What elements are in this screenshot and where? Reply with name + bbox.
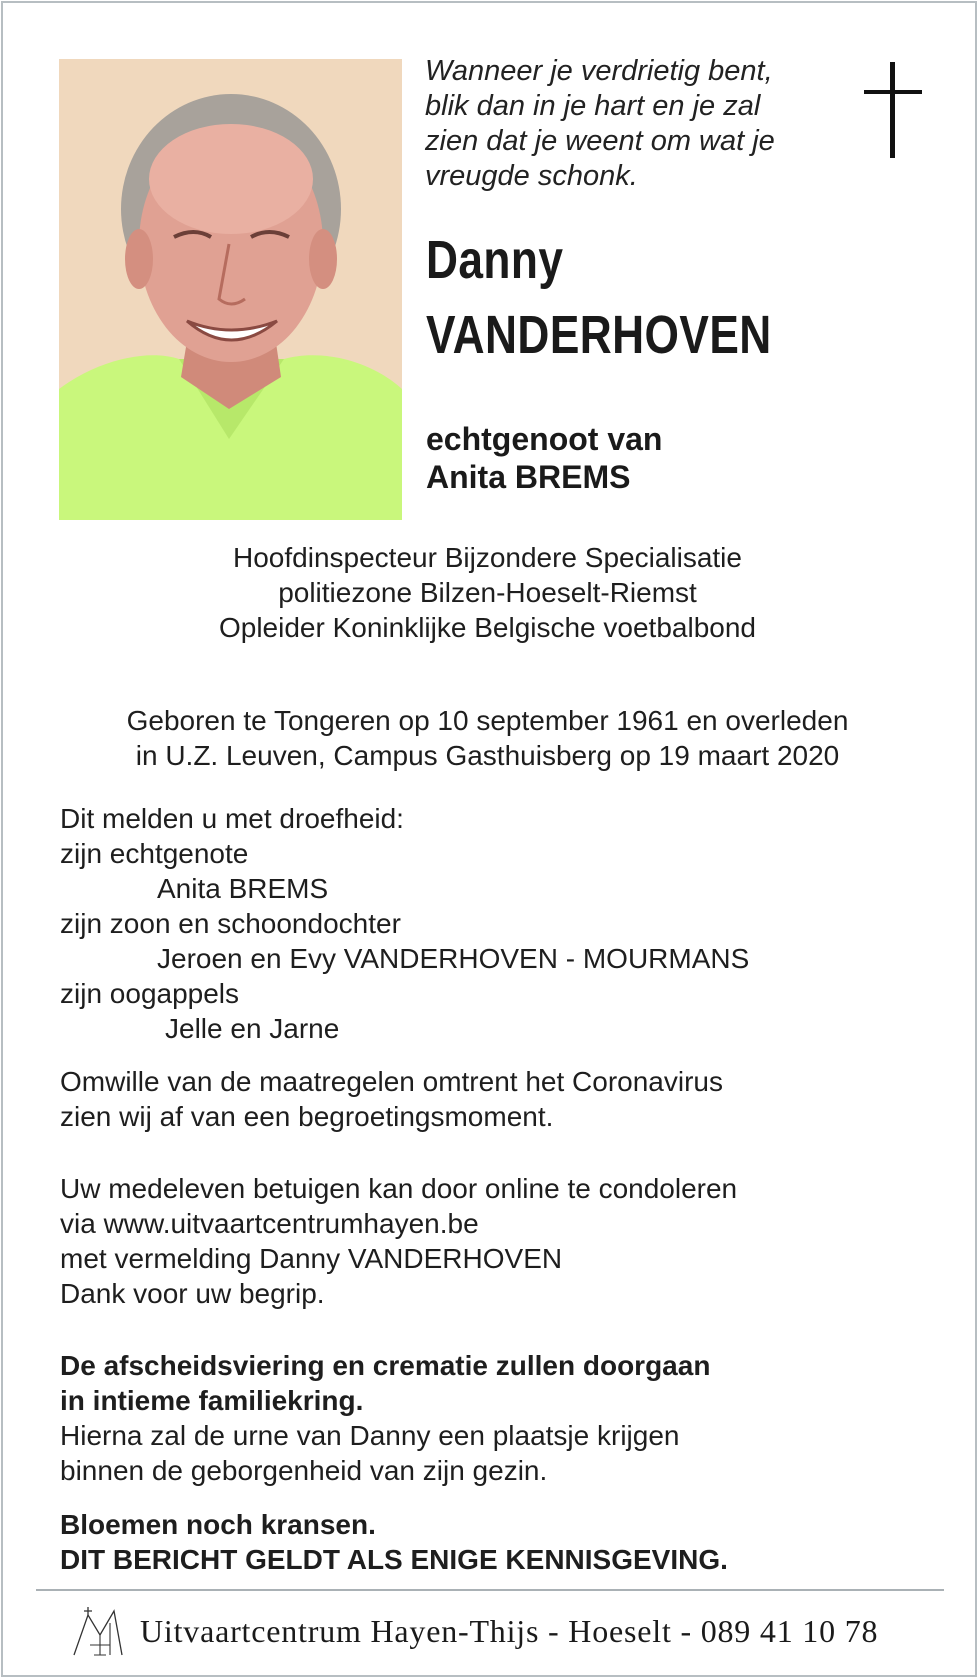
poem-line: blik dan in je hart en je zal [425, 90, 761, 122]
function-line: Opleider Koninklijke Belgische voetbalbond [218, 612, 756, 643]
birth-death-line: in U.Z. Leuven, Campus Gasthuisberg op 19 maart 2020 [135, 740, 840, 771]
ceremony-info [60, 1348, 930, 1488]
son-names: Jeroen en Evy VANDERHOVEN - MOURMANS [157, 943, 750, 974]
poem-line: Wanneer je verdrietig bent, [425, 55, 773, 87]
functions [60, 540, 915, 645]
ceremony-line: binnen de geborgenheid van zijn gezin. [60, 1455, 548, 1486]
condolence-line: Uw medeleven betuigen kan door online te condoleren [60, 1173, 738, 1204]
family-intro: Dit melden u met droefheid: [60, 803, 404, 834]
closing [60, 1507, 930, 1577]
ceremony-bold-line: in intieme familiekring. [60, 1385, 364, 1416]
funeral-home-logo [70, 1605, 126, 1661]
footer [70, 1605, 930, 1665]
footer-divider [36, 1589, 944, 1591]
birth-death-line: Geboren te Tongeren op 10 september 1961 en overleden [126, 705, 849, 736]
grandkids-names: Jelle en Jarne [165, 1013, 340, 1044]
spouse-info [426, 420, 662, 496]
function-line: Hoofdinspecteur Bijzondere Specialisatie [233, 542, 742, 573]
condolence-info [60, 1171, 930, 1311]
condolence-line: Dank voor uw begrip. [60, 1278, 325, 1309]
deceased-first-name: Danny [426, 230, 564, 290]
condolence-line: via www.uitvaartcentrumhayen.be [60, 1208, 479, 1239]
corona-notice [60, 1064, 930, 1134]
closing-line: Bloemen noch kransen. [60, 1509, 376, 1540]
son-label: zijn zoon en schoondochter [60, 908, 401, 939]
cross-icon [864, 62, 922, 158]
wife-name: Anita BREMS [157, 873, 329, 904]
condolence-line: met vermelding Danny VANDERHOVEN [60, 1243, 563, 1274]
corona-line: zien wij af van een begroetingsmoment. [60, 1101, 554, 1132]
deceased-last-name: VANDERHOVEN [426, 305, 772, 365]
ceremony-line: Hierna zal de urne van Danny een plaatsje krijgen [60, 1420, 680, 1451]
corona-line: Omwille van de maatregelen omtrent het Coronavirus [60, 1066, 723, 1097]
family-list [60, 801, 930, 1046]
ceremony-bold-line: De afscheidsviering en crematie zullen doorgaan [60, 1350, 711, 1381]
wife-label: zijn echtgenote [60, 838, 249, 869]
grandkids-label: zijn oogappels [60, 978, 240, 1009]
spouse-relation: echtgenoot van [426, 421, 663, 457]
birth-death [60, 703, 915, 773]
poem [425, 54, 845, 194]
closing-line: DIT BERICHT GELDT ALS ENIGE KENNISGEVING. [60, 1544, 728, 1575]
function-line: politiezone Bilzen-Hoeselt-Riemst [278, 577, 697, 608]
poem-line: zien dat je weent om wat je [425, 125, 775, 157]
footer-text: Uitvaartcentrum Hayen-Thijs - Hoeselt - 089 41 10 78 [140, 1613, 879, 1649]
spouse-name: Anita BREMS [426, 459, 631, 495]
portrait-photo [59, 59, 402, 520]
poem-line: vreugde schonk. [425, 160, 638, 192]
